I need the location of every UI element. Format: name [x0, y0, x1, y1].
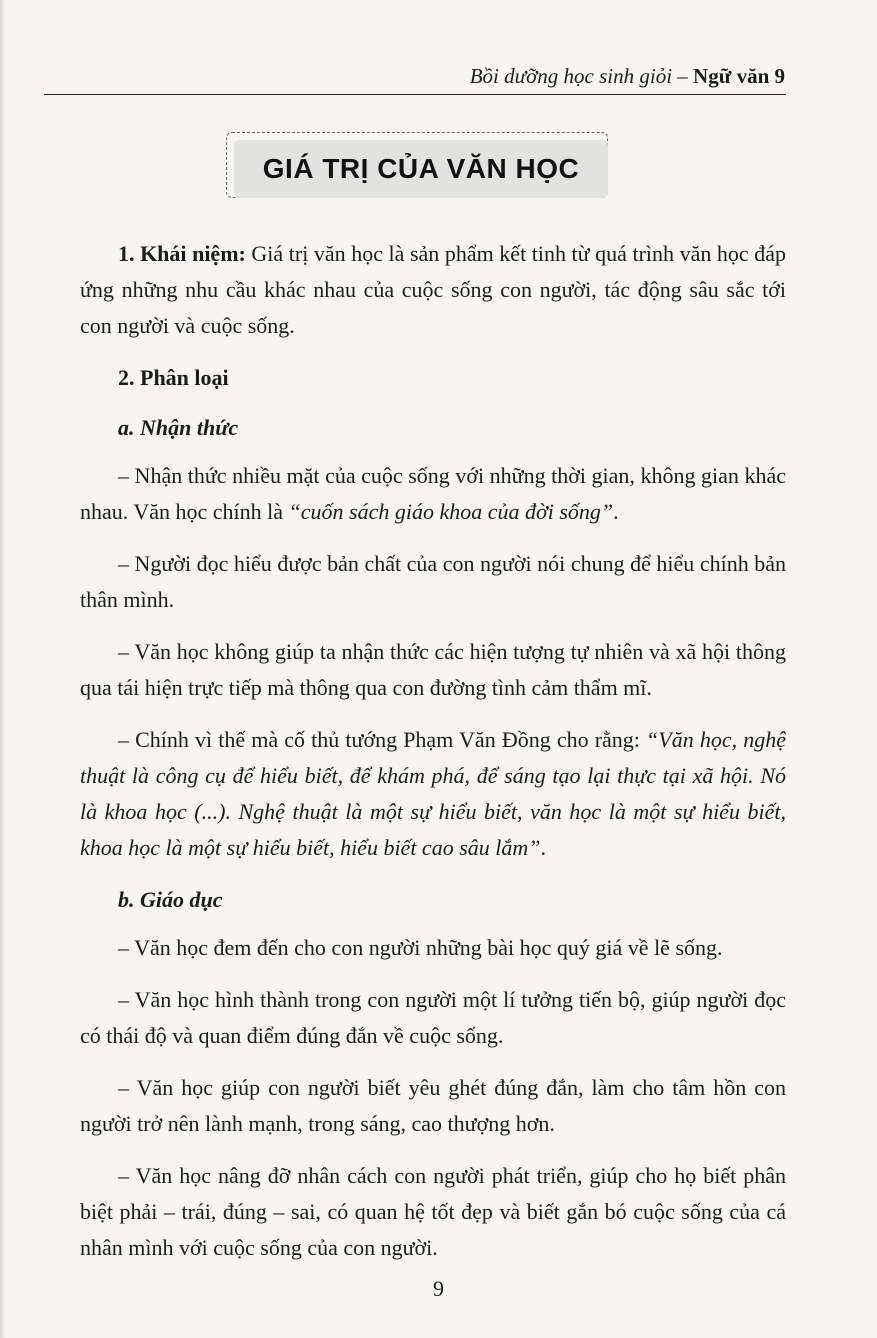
list-item: – Văn học hình thành trong con người một lí tưởng tiến bộ, giúp người đọc có thái độ và quan điểm đúng đắn về cuộc sống.: [80, 987, 786, 1048]
header-series: Bồi dưỡng học sinh giỏi: [469, 64, 673, 88]
header-separator: –: [672, 64, 694, 88]
list-item: – Chính vì thế mà cố thủ tướng Phạm Văn Đồng cho rằng: “Văn học, nghệ thuật là công cụ để hiểu biết, để khám phá, để sáng tạo lại thực tại xã hội. Nó là khoa học (...). Nghệ thuật là một sự hiểu biết, văn học là một sự hiểu biết, khoa học là một sự hiểu biết, hiểu biết cao sâu lắm”.: [80, 727, 786, 860]
list-item: – Nhận thức nhiều mặt của cuộc sống với những thời gian, không gian khác nhau. Văn học chính là “cuốn sách giáo khoa của đời sống”.: [80, 463, 786, 524]
page-number: 9: [433, 1276, 444, 1301]
section2-heading: 2. Phân loại: [118, 365, 229, 390]
quote-text: “cuốn sách giáo khoa của đời sống”: [288, 499, 614, 524]
section1-paragraph: [80, 236, 786, 344]
list-item: – Văn học giúp con người biết yêu ghét đúng đắn, làm cho tâm hồn con người trở nên lành mạnh, trong sáng, cao thượng hơn.: [80, 1075, 786, 1136]
page-edge-shadow: [0, 0, 6, 1338]
section1-text: Giá trị văn học là sản phẩm kết tinh từ quá trình văn học đáp ứng những nhu cầu khác nhau của cuộc sống con người, tác động sâu sắc tới con người và cuộc sống.: [80, 241, 786, 338]
section1-label: 1. Khái niệm:: [118, 241, 246, 266]
title-box: [226, 132, 608, 198]
list-item: – Văn học nâng đỡ nhân cách con người phát triển, giúp cho họ biết phân biệt phải – trái, đúng – sai, có quan hệ tốt đẹp và biết gắn bó cuộc sống của cá nhân mình với cuộc sống của con người.: [80, 1163, 786, 1260]
body-text: [80, 236, 786, 1282]
list-item: – Văn học đem đến cho con người những bài học quý giá về lẽ sống.: [118, 935, 723, 960]
page-title: GIÁ TRỊ CỦA VĂN HỌC: [262, 153, 580, 184]
list-item: – Văn học không giúp ta nhận thức các hiện tượng tự nhiên và xã hội thông qua tái hiện trực tiếp mà thông qua con đường tình cảm thẩm mĩ.: [80, 639, 786, 700]
subsection-b-heading: b. Giáo dục: [118, 887, 223, 912]
quote-text: “Văn học, nghệ thuật là công cụ để hiểu biết, để khám phá, để sáng tạo lại thực tại xã hội. Nó là khoa học (...). Nghệ thuật là một sự hiểu biết, văn học là một sự hiểu biết, khoa học là một sự hiểu biết, hiểu biết cao sâu lắm”: [80, 727, 786, 860]
running-header: [470, 64, 785, 89]
header-rule: [44, 94, 786, 95]
subsection-a-heading: a. Nhận thức: [118, 415, 239, 440]
header-subject: Ngữ văn 9: [693, 64, 785, 88]
list-item: – Người đọc hiểu được bản chất của con người nói chung để hiểu chính bản thân mình.: [80, 551, 786, 612]
